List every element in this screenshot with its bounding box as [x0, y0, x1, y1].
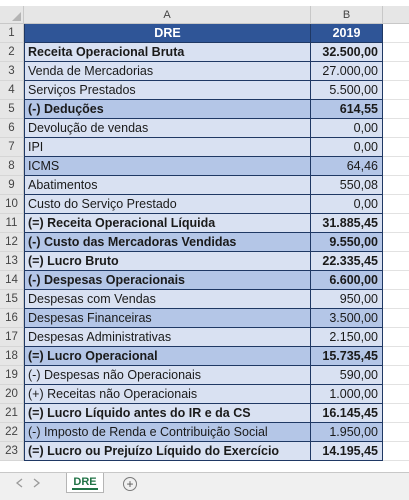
line-item-value[interactable]: 950,00 — [311, 290, 383, 309]
row-number[interactable]: 5 — [0, 100, 24, 119]
line-item-label[interactable]: Venda de Mercadorias — [24, 62, 311, 81]
row-number[interactable]: 13 — [0, 252, 24, 271]
line-item-value[interactable]: 31.885,45 — [311, 214, 383, 233]
sheet-tab-bar — [0, 472, 409, 500]
row-number[interactable]: 17 — [0, 328, 24, 347]
line-item-label[interactable]: (=) Lucro Operacional — [24, 347, 311, 366]
empty-cell[interactable] — [383, 423, 409, 442]
line-item-label[interactable]: Custo do Serviço Prestado — [24, 195, 311, 214]
table-row — [0, 347, 409, 366]
row-number[interactable]: 19 — [0, 366, 24, 385]
line-item-value[interactable]: 6.600,00 — [311, 271, 383, 290]
table-row — [0, 366, 409, 385]
line-item-label[interactable]: (-) Despesas Operacionais — [24, 271, 311, 290]
line-item-value[interactable]: 32.500,00 — [311, 43, 383, 62]
table-row — [0, 404, 409, 423]
row-number[interactable]: 7 — [0, 138, 24, 157]
row-number[interactable]: 20 — [0, 385, 24, 404]
sheet-scroll-arrows-icon[interactable] — [14, 478, 44, 488]
empty-cell[interactable] — [383, 138, 409, 157]
line-item-value[interactable]: 14.195,45 — [311, 442, 383, 461]
empty-cell[interactable] — [383, 62, 409, 81]
table-row — [0, 252, 409, 271]
line-item-value[interactable]: 15.735,45 — [311, 347, 383, 366]
empty-cell[interactable] — [383, 195, 409, 214]
row-number[interactable]: 12 — [0, 233, 24, 252]
row-number[interactable]: 16 — [0, 309, 24, 328]
table-row — [0, 176, 409, 195]
empty-cell[interactable] — [383, 233, 409, 252]
empty-cell[interactable] — [383, 347, 409, 366]
column-header-c[interactable] — [383, 6, 409, 24]
line-item-label[interactable]: (-) Despesas não Operacionais — [24, 366, 311, 385]
line-item-value[interactable]: 9.550,00 — [311, 233, 383, 252]
line-item-value[interactable]: 0,00 — [311, 195, 383, 214]
table-row — [0, 195, 409, 214]
header-cell-dre[interactable]: DRE — [24, 24, 311, 43]
row-number[interactable]: 8 — [0, 157, 24, 176]
row-number[interactable]: 10 — [0, 195, 24, 214]
table-row — [0, 43, 409, 62]
table-row — [0, 157, 409, 176]
line-item-label[interactable]: Despesas Administrativas — [24, 328, 311, 347]
empty-cell[interactable] — [383, 385, 409, 404]
empty-cell[interactable] — [383, 252, 409, 271]
line-item-label[interactable]: Despesas com Vendas — [24, 290, 311, 309]
row-number[interactable]: 3 — [0, 62, 24, 81]
empty-cell[interactable] — [383, 176, 409, 195]
line-item-label[interactable]: (-) Imposto de Renda e Contribuição Social — [24, 423, 311, 442]
line-item-label[interactable]: Devolução de vendas — [24, 119, 311, 138]
line-item-label[interactable]: Abatimentos — [24, 176, 311, 195]
row-number[interactable]: 15 — [0, 290, 24, 309]
table-row — [0, 442, 409, 461]
line-item-label[interactable]: (-) Custo das Mercadoras Vendidas — [24, 233, 311, 252]
line-item-value[interactable]: 3.500,00 — [311, 309, 383, 328]
line-item-value[interactable]: 0,00 — [311, 119, 383, 138]
line-item-value[interactable]: 2.150,00 — [311, 328, 383, 347]
table-row — [0, 100, 409, 119]
line-item-value[interactable]: 22.335,45 — [311, 252, 383, 271]
select-all-triangle-icon — [12, 12, 21, 21]
sheet-tab-dre[interactable]: DRE — [66, 473, 104, 493]
table-row — [0, 233, 409, 252]
empty-cell[interactable] — [383, 366, 409, 385]
table-row — [0, 81, 409, 100]
line-item-value[interactable]: 5.500,00 — [311, 81, 383, 100]
line-item-value[interactable]: 0,00 — [311, 138, 383, 157]
line-item-label[interactable]: IPI — [24, 138, 311, 157]
table-row — [0, 62, 409, 81]
empty-cell[interactable] — [383, 290, 409, 309]
row-number[interactable]: 2 — [0, 43, 24, 62]
empty-cell[interactable] — [383, 119, 409, 138]
line-item-label[interactable]: (=) Lucro Bruto — [24, 252, 311, 271]
line-item-value[interactable]: 27.000,00 — [311, 62, 383, 81]
line-item-value[interactable]: 590,00 — [311, 366, 383, 385]
row-number[interactable]: 22 — [0, 423, 24, 442]
row-number[interactable]: 18 — [0, 347, 24, 366]
row-number[interactable]: 9 — [0, 176, 24, 195]
line-item-value[interactable]: 1.950,00 — [311, 423, 383, 442]
table-row — [0, 271, 409, 290]
empty-cell[interactable] — [383, 328, 409, 347]
header-cell-year[interactable]: 2019 — [311, 24, 383, 43]
line-item-value[interactable]: 550,08 — [311, 176, 383, 195]
table-row — [0, 138, 409, 157]
line-item-label[interactable]: (=) Receita Operacional Líquida — [24, 214, 311, 233]
table-row — [0, 385, 409, 404]
add-sheet-plus-icon[interactable]: + — [123, 477, 137, 491]
empty-cell[interactable] — [383, 442, 409, 461]
empty-cell[interactable] — [383, 81, 409, 100]
line-item-value[interactable]: 64,46 — [311, 157, 383, 176]
line-item-value[interactable]: 1.000,00 — [311, 385, 383, 404]
row-number[interactable]: 1 — [0, 24, 24, 43]
empty-cell[interactable] — [383, 100, 409, 119]
line-item-value[interactable]: 614,55 — [311, 100, 383, 119]
column-header-a[interactable]: A — [24, 6, 311, 24]
table-row — [0, 328, 409, 347]
empty-cell[interactable] — [383, 157, 409, 176]
table-row — [0, 423, 409, 442]
empty-cell[interactable] — [383, 309, 409, 328]
line-item-label[interactable]: (=) Lucro ou Prejuízo Líquido do Exercício — [24, 442, 311, 461]
table-header-row — [0, 24, 409, 43]
empty-cell[interactable] — [383, 24, 409, 43]
row-number[interactable]: 4 — [0, 81, 24, 100]
table-row — [0, 119, 409, 138]
empty-cell[interactable] — [383, 214, 409, 233]
table-row — [0, 290, 409, 309]
line-item-label[interactable]: ICMS — [24, 157, 311, 176]
table-row — [0, 214, 409, 233]
line-item-label[interactable]: Receita Operacional Bruta — [24, 43, 311, 62]
row-number[interactable]: 14 — [0, 271, 24, 290]
line-item-label[interactable]: Despesas Financeiras — [24, 309, 311, 328]
line-item-label[interactable]: (=) Lucro Líquido antes do IR e da CS — [24, 404, 311, 423]
row-number[interactable]: 6 — [0, 119, 24, 138]
column-header-b[interactable]: B — [311, 6, 383, 24]
row-number[interactable]: 23 — [0, 442, 24, 461]
empty-cell[interactable] — [383, 404, 409, 423]
select-all-corner[interactable] — [0, 6, 24, 24]
table-row — [0, 309, 409, 328]
empty-cell[interactable] — [383, 271, 409, 290]
empty-cell[interactable] — [383, 43, 409, 62]
line-item-value[interactable]: 16.145,45 — [311, 404, 383, 423]
row-number[interactable]: 21 — [0, 404, 24, 423]
column-header-row — [0, 6, 409, 24]
line-item-label[interactable]: Serviços Prestados — [24, 81, 311, 100]
row-number[interactable]: 11 — [0, 214, 24, 233]
line-item-label[interactable]: (-) Deduções — [24, 100, 311, 119]
line-item-label[interactable]: (+) Receitas não Operacionais — [24, 385, 311, 404]
